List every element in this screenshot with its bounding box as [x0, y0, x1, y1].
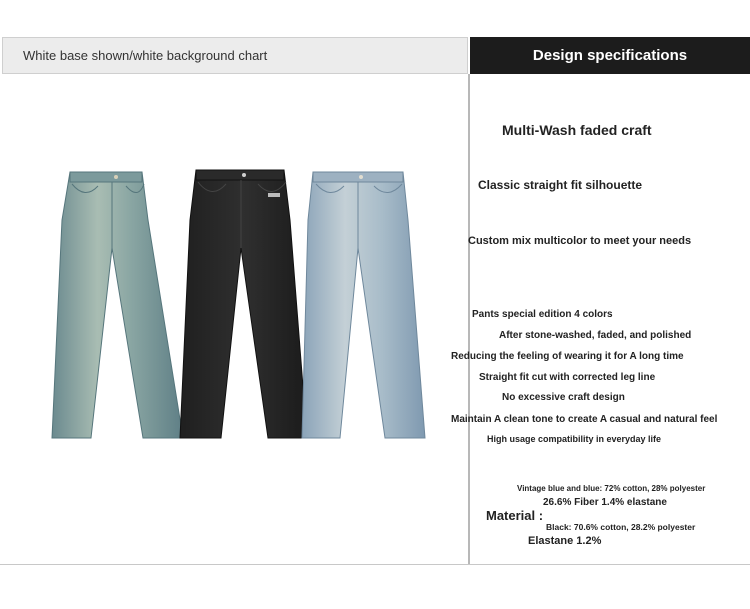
feature-item: High usage compatibility in everyday life	[487, 434, 662, 444]
right-header-title: Design specifications	[532, 47, 688, 64]
feature-item: Pants special edition 4 colors	[472, 309, 613, 320]
left-header	[2, 37, 468, 74]
jeans-product-image	[40, 160, 440, 445]
material-label: Material :	[486, 508, 544, 523]
material-black-line2: Elastane 1.2%	[528, 535, 602, 547]
jeans-vintage-blue	[52, 172, 183, 438]
feature-item: No excessive craft design	[502, 392, 625, 403]
vertical-divider	[468, 74, 470, 564]
jeans-black	[180, 170, 307, 438]
feature-item: After stone-washed, faded, and polished	[499, 330, 692, 341]
jeans-light-blue	[302, 172, 425, 438]
spec-multi-wash: Multi-Wash faded craft	[502, 122, 652, 138]
bottom-divider	[0, 564, 750, 565]
material-vintage-line1: Vintage blue and blue: 72% cotton, 28% polyester	[517, 484, 706, 493]
feature-item: Reducing the feeling of wearing it for A long time	[451, 351, 684, 362]
right-header	[470, 37, 750, 74]
spec-straight-fit: Classic straight fit silhouette	[478, 178, 643, 192]
left-header-title: White base shown/white background chart	[23, 48, 268, 63]
spec-custom-mix: Custom mix multicolor to meet your needs	[468, 235, 692, 247]
feature-item: Maintain A clean tone to create A casual and natural feel	[451, 414, 718, 425]
material-vintage-line2: 26.6% Fiber 1.4% elastane	[543, 497, 667, 508]
material-black-line1: Black: 70.6% cotton, 28.2% polyester	[546, 522, 696, 532]
feature-item: Straight fit cut with corrected leg line	[479, 372, 656, 383]
